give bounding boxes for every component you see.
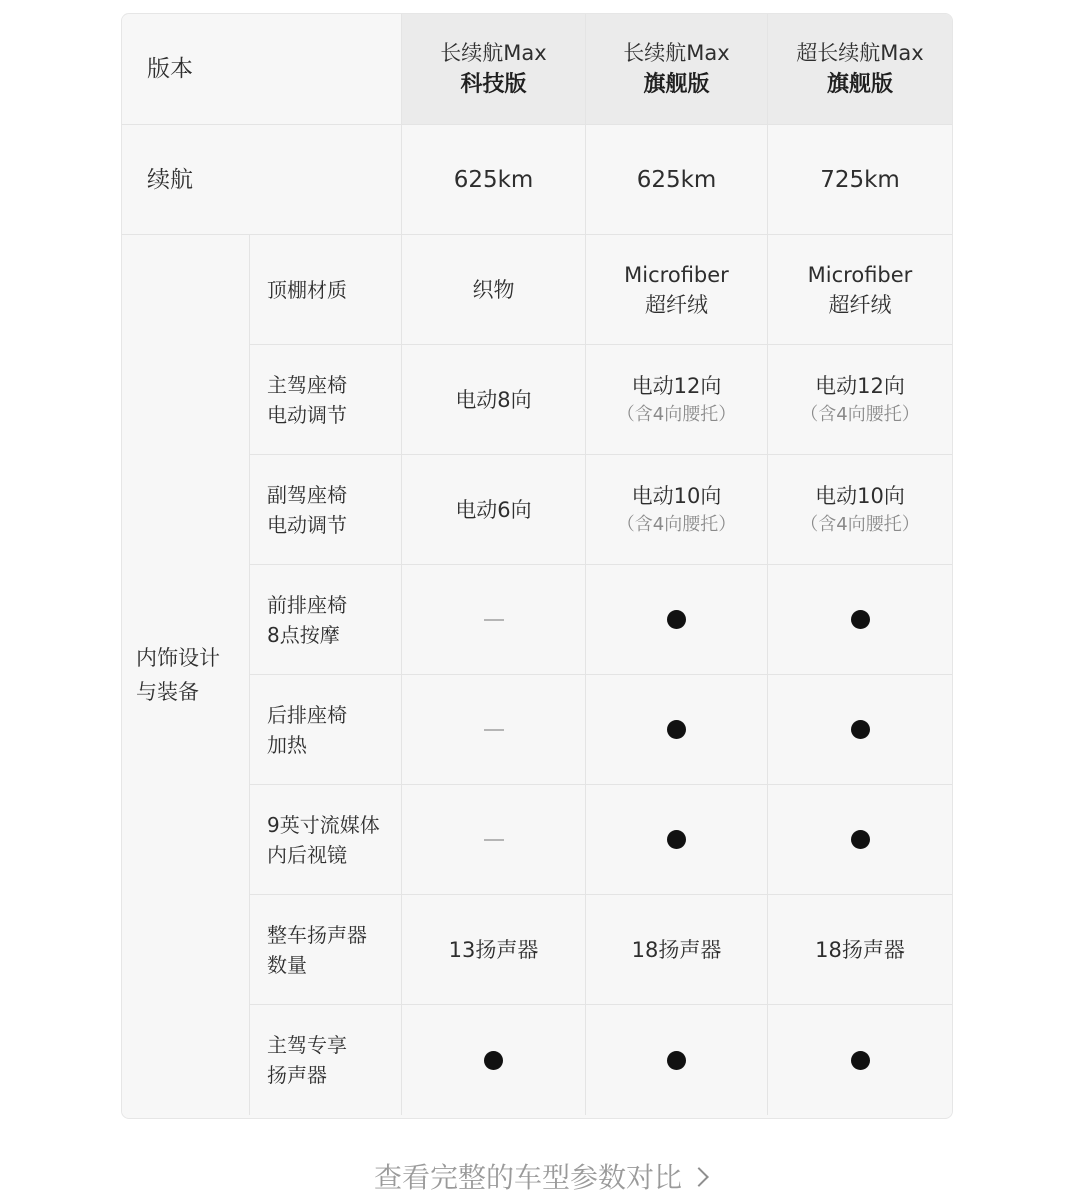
not-available-dash-icon xyxy=(484,839,504,841)
not-available-dash-icon xyxy=(484,619,504,621)
range-value: 625km xyxy=(586,125,768,235)
spec-value: 电动12向 xyxy=(815,373,905,398)
spec-grid xyxy=(122,14,952,1115)
feature-label-line: 数量 xyxy=(267,952,307,977)
spec-value-cell xyxy=(586,675,768,785)
category-line: 内饰设计 xyxy=(136,646,220,670)
spec-value-cell xyxy=(402,1005,586,1115)
feature-label-line: 副驾座椅 xyxy=(267,482,347,507)
feature-label xyxy=(250,675,402,785)
spec-value-cell xyxy=(768,565,952,675)
spec-value-cell xyxy=(402,565,586,675)
feature-label xyxy=(250,1005,402,1115)
standard-feature-dot-icon xyxy=(851,720,870,739)
standard-feature-dot-icon xyxy=(851,830,870,849)
category-line: 与装备 xyxy=(136,680,199,704)
spec-value-cell xyxy=(402,235,586,345)
standard-feature-dot-icon xyxy=(667,720,686,739)
standard-feature-dot-icon xyxy=(667,610,686,629)
feature-label-line: 加热 xyxy=(267,732,307,757)
feature-label-line: 整车扬声器 xyxy=(267,922,367,947)
spec-value: 电动10向 xyxy=(815,483,905,508)
spec-value: 电动8向 xyxy=(455,387,532,412)
spec-value-cell xyxy=(768,895,952,1005)
model-trim: 旗舰版 xyxy=(826,72,893,97)
feature-label-line: 扬声器 xyxy=(267,1063,327,1087)
spec-value-cell xyxy=(586,1005,768,1115)
spec-value-cell xyxy=(586,565,768,675)
spec-value-sub: 超纤绒 xyxy=(644,292,708,317)
spec-value: 电动6向 xyxy=(455,497,532,522)
spec-value-cell xyxy=(402,895,586,1005)
standard-feature-dot-icon xyxy=(851,610,870,629)
range-label: 续航 xyxy=(122,125,402,235)
standard-feature-dot-icon xyxy=(667,1051,686,1070)
spec-value: 电动12向 xyxy=(631,373,722,398)
model-name: 超长续航Max xyxy=(796,41,924,65)
spec-value: 18扬声器 xyxy=(815,937,905,962)
spec-value-cell xyxy=(586,455,768,565)
feature-label xyxy=(250,565,402,675)
model-header-2 xyxy=(586,14,768,125)
feature-label-line: 后排座椅 xyxy=(267,702,347,727)
spec-value: Microfiber xyxy=(624,262,729,287)
feature-label xyxy=(250,895,402,1005)
spec-value-cell xyxy=(402,345,586,455)
spec-value-cell xyxy=(402,455,586,565)
spec-value-cell xyxy=(586,785,768,895)
spec-value: 织物 xyxy=(472,277,515,302)
spec-value: 13扬声器 xyxy=(448,937,539,962)
spec-value: 电动10向 xyxy=(631,483,722,508)
spec-value-note: （含4向腰托） xyxy=(616,403,737,425)
full-spec-comparison-link[interactable] xyxy=(0,1156,1080,1196)
model-name: 长续航Max xyxy=(623,41,730,65)
standard-feature-dot-icon xyxy=(484,1051,503,1070)
feature-label-line: 电动调节 xyxy=(267,402,347,427)
feature-label-line: 主驾座椅 xyxy=(267,372,347,397)
feature-label-line: 前排座椅 xyxy=(267,592,347,617)
standard-feature-dot-icon xyxy=(851,1051,870,1070)
model-name: 长续航Max xyxy=(440,41,547,65)
model-header-3 xyxy=(768,14,952,125)
spec-value-cell xyxy=(586,895,768,1005)
version-label: 版本 xyxy=(122,14,402,125)
spec-value-cell xyxy=(402,675,586,785)
full-spec-link-text: 查看完整的车型参数对比 xyxy=(373,1161,682,1194)
spec-value-note: （含4向腰托） xyxy=(800,403,920,425)
range-value: 725km xyxy=(768,125,952,235)
spec-value-cell xyxy=(768,455,952,565)
spec-value-cell xyxy=(768,785,952,895)
feature-label-line: 主驾专享 xyxy=(267,1033,347,1057)
spec-value: Microfiber xyxy=(807,262,913,287)
feature-label xyxy=(250,235,402,345)
spec-value-sub: 超纤绒 xyxy=(828,292,892,317)
spec-value-cell xyxy=(768,235,952,345)
spec-value: 18扬声器 xyxy=(631,937,722,962)
spec-value-cell xyxy=(768,1005,952,1115)
feature-label xyxy=(250,785,402,895)
chevron-right-icon xyxy=(689,1167,709,1187)
model-trim: 旗舰版 xyxy=(643,72,710,97)
spec-comparison-table xyxy=(121,13,953,1119)
spec-value-cell xyxy=(768,345,952,455)
feature-label xyxy=(250,345,402,455)
spec-value-cell xyxy=(768,675,952,785)
feature-label-line: 9英寸流媒体 xyxy=(267,812,380,837)
spec-value-cell xyxy=(586,235,768,345)
spec-value-cell xyxy=(402,785,586,895)
spec-value-cell xyxy=(586,345,768,455)
standard-feature-dot-icon xyxy=(667,830,686,849)
model-header-1 xyxy=(402,14,586,125)
feature-label-line: 电动调节 xyxy=(267,512,347,537)
spec-value-note: （含4向腰托） xyxy=(800,513,920,535)
interior-category-label xyxy=(122,235,250,1115)
feature-label-line: 顶棚材质 xyxy=(267,277,347,302)
feature-label-line: 内后视镜 xyxy=(267,842,347,867)
spec-value-note: （含4向腰托） xyxy=(616,513,737,535)
not-available-dash-icon xyxy=(484,729,504,731)
model-trim: 科技版 xyxy=(460,72,527,97)
feature-label xyxy=(250,455,402,565)
range-value: 625km xyxy=(402,125,586,235)
feature-label-line: 8点按摩 xyxy=(267,622,340,647)
